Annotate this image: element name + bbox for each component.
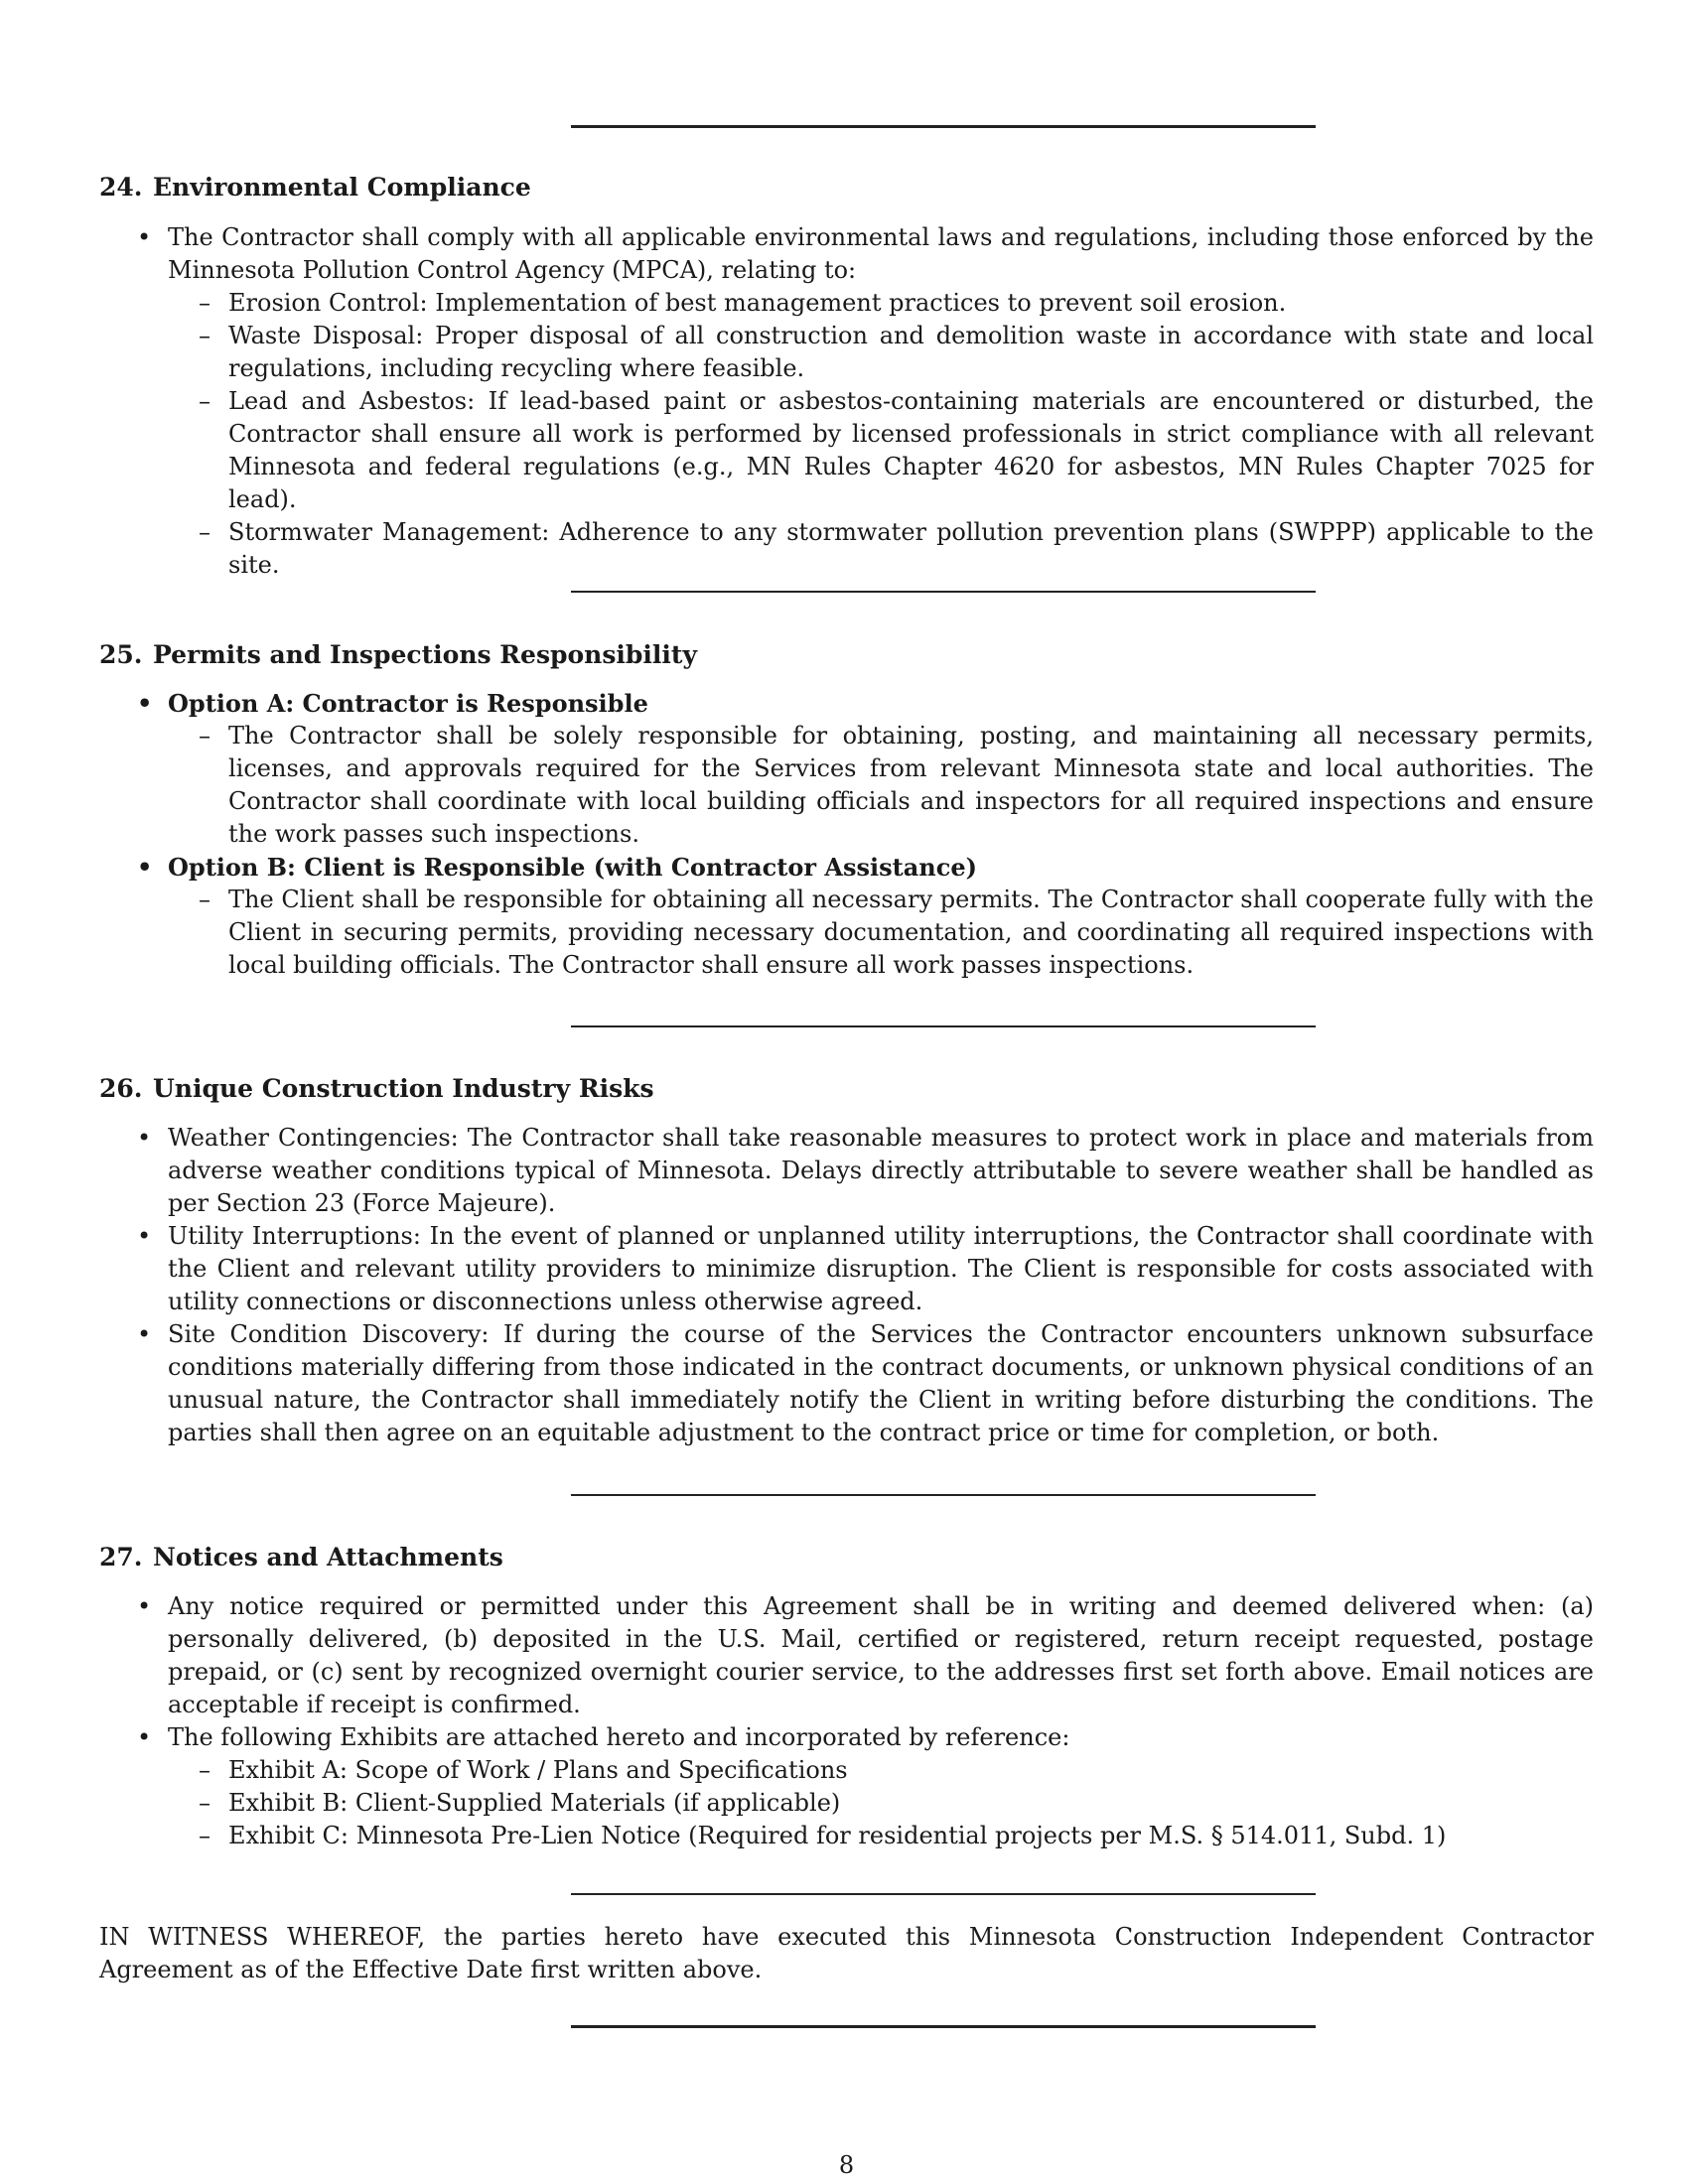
page-number: 8: [838, 2151, 855, 2179]
list-item: • Any notice required or permitted under this Agreement shall be in writing and deemed delivered when: (a) personally delivered, (b) deposited in the U.S. Mail, certified or registered, return receipt requested, postage prepaid, or (c) sent by recognized overnight courier service, to the addresses first set forth above. Email notices are acceptable if receipt is confirmed.: [99, 1590, 1594, 1721]
section-number: 24.: [99, 173, 143, 202]
section-25-list: [99, 687, 1594, 982]
section-26-heading: [99, 1072, 654, 1105]
section-divider: [571, 591, 1316, 593]
section-divider: [571, 1494, 1316, 1496]
exhibit-item: – Exhibit A: Scope of Work / Plans and Specifications: [99, 1754, 1594, 1787]
section-title: Notices and Attachments: [153, 1543, 503, 1571]
section-number: 26.: [99, 1074, 143, 1103]
sub-list-item: – The Client shall be responsible for obtaining all necessary permits. The Contractor shall cooperate fully with the Client in securing permits, providing necessary documentation, and coordinating all required inspections with local building officials. The Contractor shall ensure all work passes inspections.: [99, 884, 1594, 982]
section-divider: [571, 1025, 1316, 1027]
section-24-list: [99, 221, 1594, 582]
sub-list-item: – The Contractor shall be solely responsible for obtaining, posting, and maintaining all necessary permits, licenses, and approvals required for the Services from relevant Minnesota state and local authorities. The Contractor shall coordinate with local building officials and inspectors for all required inspections and ensure the work passes such inspections.: [99, 720, 1594, 851]
section-divider: [571, 1893, 1316, 1895]
sub-list-item: – Waste Disposal: Proper disposal of all construction and demolition waste in accordance with state and local regulations, including recycling where feasible.: [99, 320, 1594, 385]
section-number: 25.: [99, 640, 143, 669]
sub-list-item: – Lead and Asbestos: If lead-based paint or asbestos-containing materials are encountered or disturbed, the Contractor shall ensure all work is performed by licensed professionals in strict compliance with all relevant Minnesota and federal regulations (e.g., MN Rules Chapter 4620 for asbestos, MN Rules Chapter 7025 for lead).: [99, 385, 1594, 516]
section-number: 27.: [99, 1543, 143, 1571]
section-24-heading: [99, 171, 531, 204]
witness-paragraph: IN WITNESS WHEREOF, the parties hereto have executed this Minnesota Construction Independent Contractor Agreement as of the Effective Date first written above.: [99, 1923, 1594, 1983]
sub-list-item: – Erosion Control: Implementation of best management practices to prevent soil erosion.: [99, 287, 1594, 320]
option-b-label: • Option B: Client is Responsible (with Contractor Assistance): [99, 851, 1594, 884]
section-divider: [571, 125, 1316, 128]
list-item: • Site Condition Discovery: If during the course of the Services the Contractor encounters unknown subsurface conditions materially differing from those indicated in the contract documents, or unknown physical conditions of an unusual nature, the Contractor shall immediately notify the Client in writing before disturbing the conditions. The parties shall then agree on an equitable adjustment to the contract price or time for completion, or both.: [99, 1318, 1594, 1449]
list-item: • Utility Interruptions: In the event of planned or unplanned utility interruptions, the Contractor shall coordinate with the Client and relevant utility providers to minimize disruption. The Client is responsible for costs associated with utility connections or disconnections unless otherwise agreed.: [99, 1220, 1594, 1318]
list-item: • The following Exhibits are attached hereto and incorporated by reference:: [99, 1721, 1594, 1754]
section-title: Unique Construction Industry Risks: [153, 1074, 654, 1103]
list-item: • Weather Contingencies: The Contractor shall take reasonable measures to protect work in place and materials from adverse weather conditions typical of Minnesota. Delays directly attributable to severe weather shall be handled as per Section 23 (Force Majeure).: [99, 1122, 1594, 1220]
section-title: Permits and Inspections Responsibility: [153, 640, 697, 669]
exhibit-item: – Exhibit C: Minnesota Pre-Lien Notice (Required for residential projects per M.S. § 514.011, Subd. 1): [99, 1820, 1594, 1852]
list-item: • The Contractor shall comply with all applicable environmental laws and regulations, including those enforced by the Minnesota Pollution Control Agency (MPCA), relating to:: [99, 221, 1594, 287]
section-divider: [571, 2025, 1316, 2028]
section-27-list: [99, 1590, 1594, 1852]
sub-list-item: – Stormwater Management: Adherence to any stormwater pollution prevention plans (SWPPP) applicable to the site.: [99, 516, 1594, 582]
section-26-list: [99, 1122, 1594, 1449]
section-25-heading: [99, 638, 697, 671]
section-title: Environmental Compliance: [153, 173, 531, 202]
option-a-label: • Option A: Contractor is Responsible: [99, 687, 1594, 720]
section-27-heading: [99, 1541, 503, 1573]
exhibit-item: – Exhibit B: Client-Supplied Materials (if applicable): [99, 1787, 1594, 1820]
